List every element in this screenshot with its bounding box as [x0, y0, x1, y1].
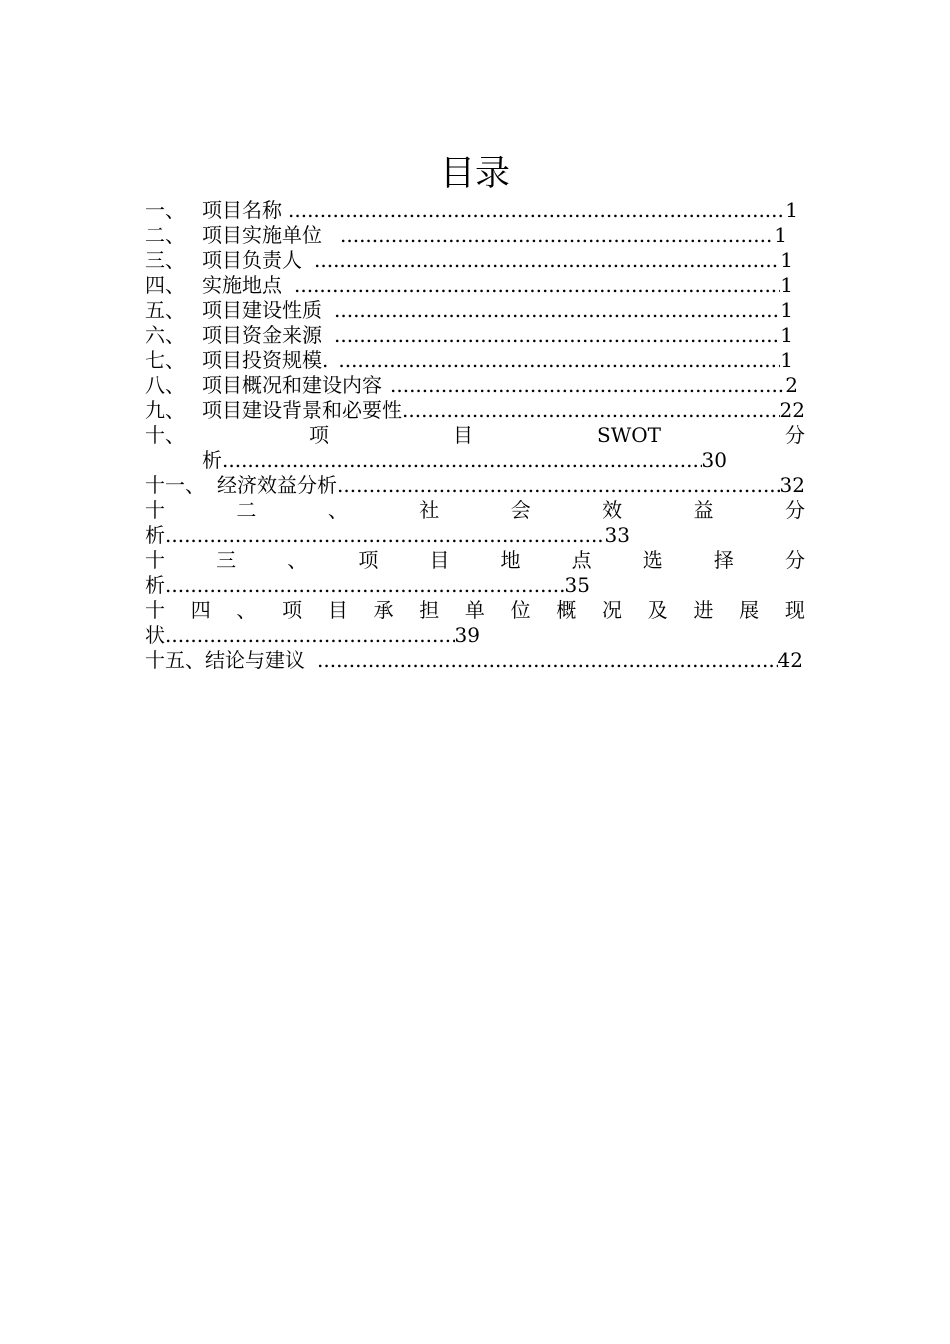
toc-entry-title: 项目建设背景和必要性 — [202, 398, 402, 422]
toc-entry-title: 项目建设性质 — [202, 298, 322, 322]
toc-entry-fragment: 概 — [556, 598, 577, 622]
toc-entry-page: 1 — [780, 323, 793, 347]
toc-entry-page: 42 — [777, 648, 803, 672]
toc-leader-dots — [317, 648, 778, 673]
toc-entry-page: 1 — [780, 298, 793, 322]
toc-entry-page: 1 — [785, 198, 798, 222]
toc-entry-line — [145, 573, 590, 598]
toc-entry-fragment: 效 — [602, 498, 623, 522]
toc-entry-page: 1 — [780, 273, 793, 297]
toc-entry-fragment: 展 — [739, 598, 760, 622]
toc-entry-fragment: 十 — [145, 548, 165, 572]
toc-entry-fragment: 社 — [419, 498, 440, 522]
toc-entry-number: 十一、 — [145, 473, 205, 497]
toc-entry-fragment: 进 — [693, 598, 714, 622]
toc-entry[interactable] — [145, 373, 798, 398]
toc-entry-line — [145, 423, 805, 448]
toc-entry-fragment: 目 — [429, 548, 450, 572]
toc-entry-number: 八、 — [145, 373, 185, 397]
toc-entry[interactable] — [145, 423, 805, 473]
toc-entry-fragment: 析 — [202, 448, 222, 472]
toc-entry-title: 十五、结论与建议 — [145, 648, 305, 672]
toc-entry-number: 七、 — [145, 348, 185, 372]
toc-entry-number: 四、 — [145, 273, 185, 297]
toc-entry-title: 经济效益分析 — [217, 473, 337, 497]
toc-entry-title: 项目概况和建设内容 — [202, 373, 382, 397]
toc-entry[interactable] — [145, 648, 803, 673]
toc-entry-fragment: 项 — [358, 548, 379, 572]
toc-entry-fragment: 、 — [287, 548, 308, 572]
toc-entry-fragment: 地 — [500, 548, 521, 572]
toc-entry-fragment: 、 — [236, 598, 257, 622]
toc-entry-number: 五、 — [145, 298, 185, 322]
toc-entry-fragment: 析 — [145, 573, 165, 597]
toc-entry-page: 1 — [780, 248, 793, 272]
toc-entry-title: 项目实施单位 — [202, 223, 322, 247]
toc-leader-dots — [165, 623, 455, 648]
toc-entry-fragment: 十 — [145, 498, 165, 522]
toc-entry-fragment: 益 — [693, 498, 714, 522]
toc-entry-title: 项目名称 — [202, 198, 282, 222]
toc-entry-fragment: 担 — [419, 598, 440, 622]
toc-entry-fragment: 析 — [145, 523, 165, 547]
toc-leader-dots — [338, 348, 780, 373]
toc-entry-page: 2 — [785, 373, 798, 397]
toc-entry-line — [145, 623, 480, 648]
toc-leader-dots — [222, 448, 702, 473]
toc-entry[interactable] — [145, 298, 793, 323]
toc-entry-fragment: 、 — [327, 498, 348, 522]
table-of-contents — [145, 198, 805, 673]
toc-entry-fragment: 分 — [784, 498, 805, 522]
toc-title: 目录 — [439, 154, 510, 194]
toc-entry[interactable] — [145, 598, 805, 648]
toc-entry-fragment: 目 — [327, 598, 348, 622]
toc-leader-dots — [314, 248, 780, 273]
toc-entry-fragment: 状 — [145, 623, 165, 647]
toc-entry-fragment: 项 — [282, 598, 303, 622]
toc-entry[interactable] — [145, 248, 793, 273]
toc-entry-fragment: 会 — [510, 498, 531, 522]
toc-entry-fragment: 点 — [571, 548, 592, 572]
toc-entry-fragment: 四 — [190, 598, 211, 622]
toc-entry-fragment: 三 — [216, 548, 237, 572]
toc-entry-page: 22 — [779, 398, 805, 422]
toc-entry-fragment: 二 — [236, 498, 257, 522]
toc-entry[interactable] — [145, 198, 798, 223]
toc-entry-title: 项目负责人 — [202, 248, 302, 272]
toc-entry-number: 三、 — [145, 248, 185, 272]
toc-leader-dots — [165, 573, 565, 598]
toc-leader-dots — [340, 223, 774, 248]
toc-entry-fragment: 及 — [647, 598, 668, 622]
toc-leader-dots — [165, 523, 605, 548]
toc-entry[interactable] — [145, 548, 805, 598]
toc-entry-fragment: 目 — [453, 423, 473, 447]
toc-entry-fragment: 项 — [309, 423, 329, 447]
toc-entry[interactable] — [145, 323, 793, 348]
toc-entry-fragment: 现 — [784, 598, 805, 622]
toc-entry-page: 30 — [701, 448, 727, 472]
toc-leader-dots — [334, 298, 780, 323]
toc-entry-fragment: 择 — [713, 548, 734, 572]
toc-entry-line — [145, 498, 805, 523]
toc-leader-dots — [337, 473, 780, 498]
toc-entry-fragment: 分 — [785, 423, 805, 447]
toc-entry-fragment: 况 — [602, 598, 623, 622]
toc-entry-title: 项目投资规模. — [202, 348, 329, 372]
toc-entry-fragment: 十、 — [145, 423, 185, 447]
toc-entry-line — [145, 548, 805, 573]
toc-leader-dots — [294, 273, 780, 298]
toc-leader-dots — [402, 398, 780, 423]
toc-leader-dots — [390, 373, 785, 398]
toc-entry[interactable] — [145, 473, 805, 498]
toc-entry[interactable] — [145, 223, 787, 248]
toc-entry[interactable] — [145, 273, 793, 298]
toc-entry-page: 32 — [779, 473, 805, 497]
toc-entry-fragment: SWOT — [597, 423, 661, 447]
toc-entry[interactable] — [145, 498, 805, 548]
toc-entry-fragment: 十 — [145, 598, 165, 622]
toc-entry-number: 九、 — [145, 398, 185, 422]
toc-entry-title: 实施地点 — [202, 273, 282, 297]
toc-entry[interactable] — [145, 398, 805, 423]
toc-entry-fragment: 单 — [464, 598, 485, 622]
toc-entry-page: 1 — [774, 223, 787, 247]
toc-entry-title: 项目资金来源 — [202, 323, 322, 347]
toc-entry-number: 二、 — [145, 223, 185, 247]
toc-entry-page: 35 — [564, 573, 590, 597]
toc-entry-number: 一、 — [145, 198, 185, 222]
toc-entry-fragment: 分 — [784, 548, 805, 572]
toc-entry-line — [145, 598, 805, 623]
toc-leader-dots — [288, 198, 785, 223]
toc-entry[interactable] — [145, 348, 793, 373]
toc-entry-fragment: 承 — [373, 598, 394, 622]
toc-entry-line — [145, 448, 727, 473]
toc-entry-page: 33 — [604, 523, 630, 547]
toc-leader-dots — [334, 323, 780, 348]
toc-entry-page: 39 — [454, 623, 480, 647]
toc-entry-number: 六、 — [145, 323, 185, 347]
toc-entry-fragment: 位 — [510, 598, 531, 622]
toc-entry-page: 1 — [780, 348, 793, 372]
toc-entry-line — [145, 523, 630, 548]
toc-entry-fragment: 选 — [642, 548, 663, 572]
